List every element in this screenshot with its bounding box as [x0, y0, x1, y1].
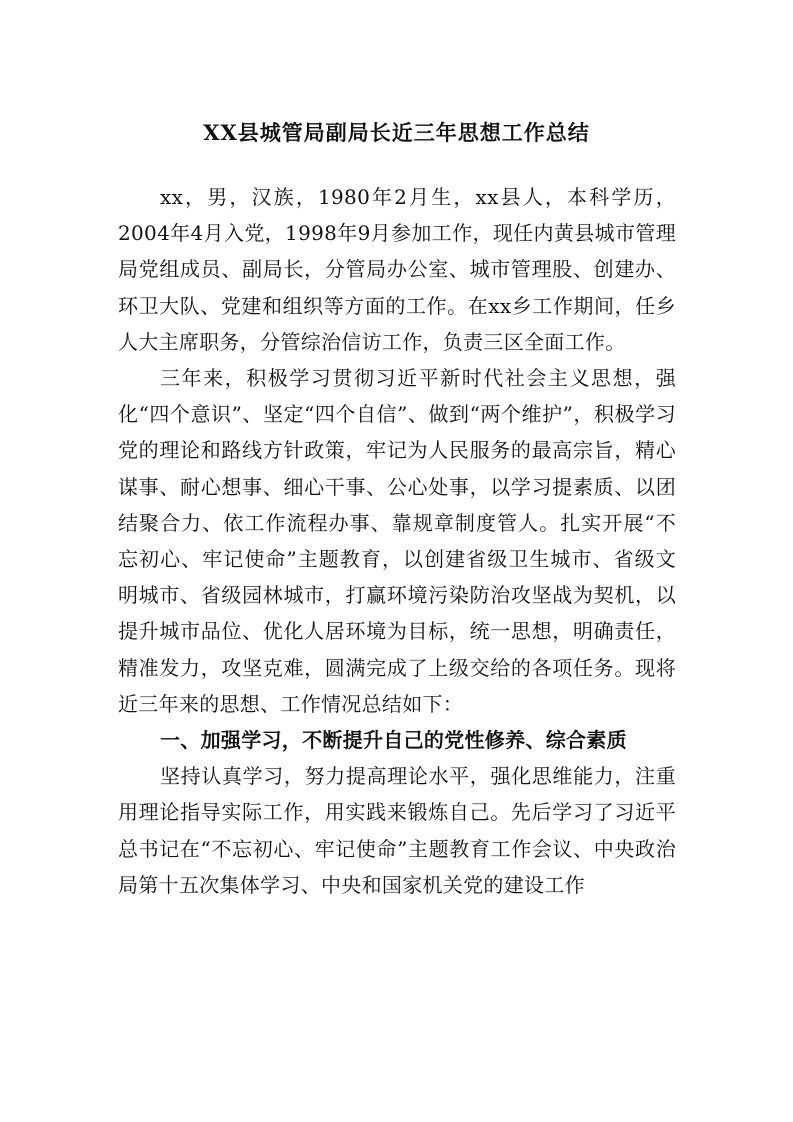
document-title: XX县城管局副局长近三年思想工作总结 — [203, 120, 590, 145]
document-body — [118, 179, 676, 903]
section-heading: 一、加强学习，不断提升自己的党性修养、综合素质 — [160, 728, 627, 753]
paragraph-profile: xx，男，汉族，1980年2月生，xx县人，本科学历，2004年4月入党，1998年9月参加工作，现任内黄县城市管理局党组成员、副局长，分管局办公室、城市管理股、创建办、环卫大队、党建和组织等方面的工作。在xx乡工作期间，任乡人大主席职务，分管综治信访工作，负责三区全面工作。 — [118, 185, 676, 354]
paragraph-overview: 三年来，积极学习贯彻习近平新时代社会主义思想，强化“四个意识”、坚定“四个自信”、做到“两个维护”，积极学习党的理论和路线方针政策，牢记为人民服务的最高宗旨，精心谋事、耐心想事、细心干事、公心处事，以学习提素质、以团结聚合力、依工作流程办事、靠规章制度管人。扎实开展“不忘初心、牢记使命”主题教育，以创建省级卫生城市、省级文明城市、省级园林城市，打赢环境污染防治攻坚战为契机，以提升城市品位、优化人居环境为目标，统一思想，明确责任，精准发力，攻坚克难，圆满完成了上级交给的各项任务。现将近三年来的思想、工作情况总结如下： — [118, 366, 676, 716]
paragraph-study: 坚持认真学习，努力提高理论水平，强化思维能力，注重用理论指导实际工作，用实践来锻炼自己。先后学习了习近平总书记在“不忘初心、牢记使命”主题教育工作会议、中央政治局第十五次集体学习、中央和国家机关党的建设工作 — [118, 764, 676, 897]
